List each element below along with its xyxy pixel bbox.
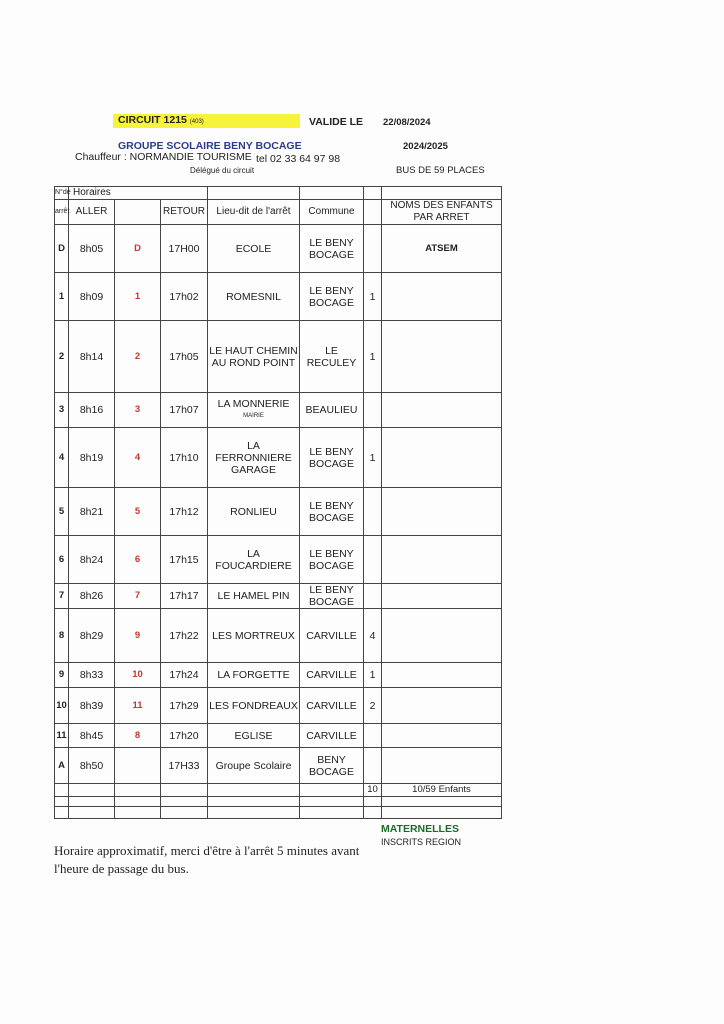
stop-row — [55, 748, 502, 784]
retour-order: 3 — [115, 393, 161, 428]
lieu-cell — [208, 609, 300, 663]
retour-time: 17h15 — [161, 536, 208, 584]
lieu-cell — [208, 584, 300, 609]
retour-time: 17h22 — [161, 609, 208, 663]
valide-label: VALIDE LE — [309, 116, 364, 128]
inscrits-label: INSCRITS REGION — [381, 837, 462, 847]
children-names — [382, 393, 502, 428]
circuit-title: CIRCUIT 1215 (403) — [118, 114, 204, 126]
children-names: ATSEM — [382, 225, 502, 273]
stop-number: 6 — [55, 536, 69, 584]
retour-time: 17h05 — [161, 321, 208, 393]
children-count: 2 — [364, 688, 382, 724]
lieu-cell — [208, 428, 300, 488]
children-count — [364, 488, 382, 536]
children-names — [382, 428, 502, 488]
commune-name: BENY BOCAGE — [300, 748, 364, 784]
lieu-cell — [208, 748, 300, 784]
retour-order: 2 — [115, 321, 161, 393]
num-header-top: N°de — [55, 187, 69, 200]
children-names — [382, 584, 502, 609]
telephone: tel 02 33 64 97 98 — [256, 153, 341, 165]
lieu-cell — [208, 488, 300, 536]
commune-name: CARVILLE — [300, 609, 364, 663]
commune-name: CARVILLE — [300, 724, 364, 748]
total-count: 10 — [364, 784, 382, 797]
children-names — [382, 273, 502, 321]
aller-time: 8h39 — [69, 688, 115, 724]
lieu-cell — [208, 688, 300, 724]
stop-row — [55, 536, 502, 584]
retour-order: 4 — [115, 428, 161, 488]
retour-time: 17H00 — [161, 225, 208, 273]
lieu-cell — [208, 536, 300, 584]
valide-date: 22/08/2024 — [383, 117, 431, 128]
header-row-2 — [55, 200, 502, 225]
school-year: 2024/2025 — [403, 141, 448, 152]
children-count: 1 — [364, 273, 382, 321]
commune-name: LE BENY BOCAGE — [300, 584, 364, 609]
retour-time: 17h02 — [161, 273, 208, 321]
total-label: 10/59 Enfants — [382, 784, 502, 797]
note-line-1: Horaire approximatif, merci d'être à l'arrêt 5 minutes avant — [54, 843, 360, 858]
aller-time: 8h21 — [69, 488, 115, 536]
lieu-cell — [208, 724, 300, 748]
stop-number: 7 — [55, 584, 69, 609]
retour-time: 17h07 — [161, 393, 208, 428]
noms-header: NOMS DES ENFANTS PAR ARRET — [382, 200, 502, 225]
lieu-name: RONLIEU — [230, 505, 277, 518]
lieu-cell — [208, 393, 300, 428]
aller-time: 8h14 — [69, 321, 115, 393]
commune-name: LE BENY BOCAGE — [300, 488, 364, 536]
children-count: 1 — [364, 428, 382, 488]
stop-row — [55, 724, 502, 748]
retour-order — [115, 748, 161, 784]
horaires-header: Horaires — [69, 187, 208, 200]
commune-name: CARVILLE — [300, 663, 364, 688]
stop-row — [55, 609, 502, 663]
lieu-name: LE HAMEL PIN — [217, 590, 290, 602]
header-row-1 — [55, 187, 502, 200]
stop-row — [55, 225, 502, 273]
aller-time: 8h29 — [69, 609, 115, 663]
retour-time: 17h29 — [161, 688, 208, 724]
stops-table — [54, 186, 502, 819]
aller-time: 8h33 — [69, 663, 115, 688]
aller-time: 8h45 — [69, 724, 115, 748]
stop-row — [55, 488, 502, 536]
lieu-name: LA FORGETTE — [217, 669, 290, 681]
commune-name: BEAULIEU — [300, 393, 364, 428]
lieu-cell — [208, 225, 300, 273]
commune-name: LE BENY BOCAGE — [300, 536, 364, 584]
lieu-name: LES MORTREUX — [212, 629, 295, 642]
stop-number: 5 — [55, 488, 69, 536]
commune-name: LE BENY BOCAGE — [300, 428, 364, 488]
stop-number: A — [55, 748, 69, 784]
commune-name: LE BENY BOCAGE — [300, 273, 364, 321]
stop-number: 1 — [55, 273, 69, 321]
stop-number: 4 — [55, 428, 69, 488]
stop-row — [55, 688, 502, 724]
lieu-name: LE HAUT CHEMIN AU ROND POINT — [209, 344, 298, 369]
retour-time: 17h20 — [161, 724, 208, 748]
lieu-name: LES FONDREAUX — [209, 699, 298, 712]
stop-number: 2 — [55, 321, 69, 393]
retour-time: 17h10 — [161, 428, 208, 488]
lieu-subtitle: MAIRIE — [243, 413, 264, 419]
lieu-cell — [208, 273, 300, 321]
retour-time: 17h24 — [161, 663, 208, 688]
lieu-name: LA FERRONNIERE GARAGE — [215, 439, 292, 476]
stop-number: D — [55, 225, 69, 273]
children-count — [364, 748, 382, 784]
stop-row — [55, 584, 502, 609]
lieu-cell — [208, 663, 300, 688]
children-names — [382, 688, 502, 724]
lieu-header: Lieu-dit de l'arrêt — [208, 200, 300, 225]
aller-header: ALLER — [69, 200, 115, 225]
note-line-2: l'heure de passage du bus. — [54, 861, 189, 876]
children-count — [364, 393, 382, 428]
children-names — [382, 663, 502, 688]
retour-order: 5 — [115, 488, 161, 536]
lieu-name: LA MONNERIE — [217, 398, 290, 410]
retour-order: D — [115, 225, 161, 273]
children-count: 4 — [364, 609, 382, 663]
stop-row — [55, 393, 502, 428]
children-names — [382, 609, 502, 663]
maternelles-label: MATERNELLES — [381, 823, 459, 835]
children-names — [382, 724, 502, 748]
children-names — [382, 536, 502, 584]
retour-time: 17h12 — [161, 488, 208, 536]
stop-number: 11 — [55, 724, 69, 748]
lieu-name: ROMESNIL — [226, 290, 281, 303]
aller-time: 8h50 — [69, 748, 115, 784]
children-count — [364, 724, 382, 748]
retour-header: RETOUR — [161, 200, 208, 225]
children-count — [364, 225, 382, 273]
commune-name: CARVILLE — [300, 688, 364, 724]
children-names — [382, 321, 502, 393]
bus-capacity: BUS DE 59 PLACES — [396, 165, 485, 176]
stop-number: 9 — [55, 663, 69, 688]
children-count: 1 — [364, 663, 382, 688]
stop-row — [55, 428, 502, 488]
retour-order: 9 — [115, 609, 161, 663]
aller-time: 8h16 — [69, 393, 115, 428]
commune-name: LE BENY BOCAGE — [300, 225, 364, 273]
children-count — [364, 584, 382, 609]
children-names — [382, 488, 502, 536]
num-header-bottom: arrêt — [55, 200, 69, 225]
groupe-title: GROUPE SCOLAIRE BENY BOCAGE — [118, 140, 302, 152]
stop-row — [55, 273, 502, 321]
retour-order: 11 — [115, 688, 161, 724]
aller-time: 8h09 — [69, 273, 115, 321]
retour-order: 8 — [115, 724, 161, 748]
chauffeur: Chauffeur : NORMANDIE TOURISME — [75, 151, 252, 163]
commune-name: LE RECULEY — [300, 321, 364, 393]
lieu-name: EGLISE — [234, 729, 273, 742]
aller-time: 8h05 — [69, 225, 115, 273]
stop-number: 3 — [55, 393, 69, 428]
aller-time: 8h24 — [69, 536, 115, 584]
retour-time: 17h17 — [161, 584, 208, 609]
blank-row — [55, 807, 502, 819]
retour-order: 6 — [115, 536, 161, 584]
stop-number: 8 — [55, 609, 69, 663]
aller-time: 8h19 — [69, 428, 115, 488]
blank-row — [55, 797, 502, 807]
commune-header: Commune — [300, 200, 364, 225]
lieu-name: ECOLE — [235, 242, 272, 255]
total-row — [55, 784, 502, 797]
retour-order: 1 — [115, 273, 161, 321]
retour-order: 7 — [115, 584, 161, 609]
stop-number: 10 — [55, 688, 69, 724]
children-count — [364, 536, 382, 584]
stop-row — [55, 663, 502, 688]
aller-time: 8h26 — [69, 584, 115, 609]
delegue-label: Délégué du circuit — [190, 166, 255, 175]
footer-note — [54, 842, 359, 878]
lieu-name: Groupe Scolaire — [215, 759, 292, 772]
children-count: 1 — [364, 321, 382, 393]
stop-row — [55, 321, 502, 393]
lieu-cell — [208, 321, 300, 393]
retour-order: 10 — [115, 663, 161, 688]
children-names — [382, 748, 502, 784]
lieu-name: LA FOUCARDIERE — [215, 547, 292, 572]
retour-time: 17H33 — [161, 748, 208, 784]
